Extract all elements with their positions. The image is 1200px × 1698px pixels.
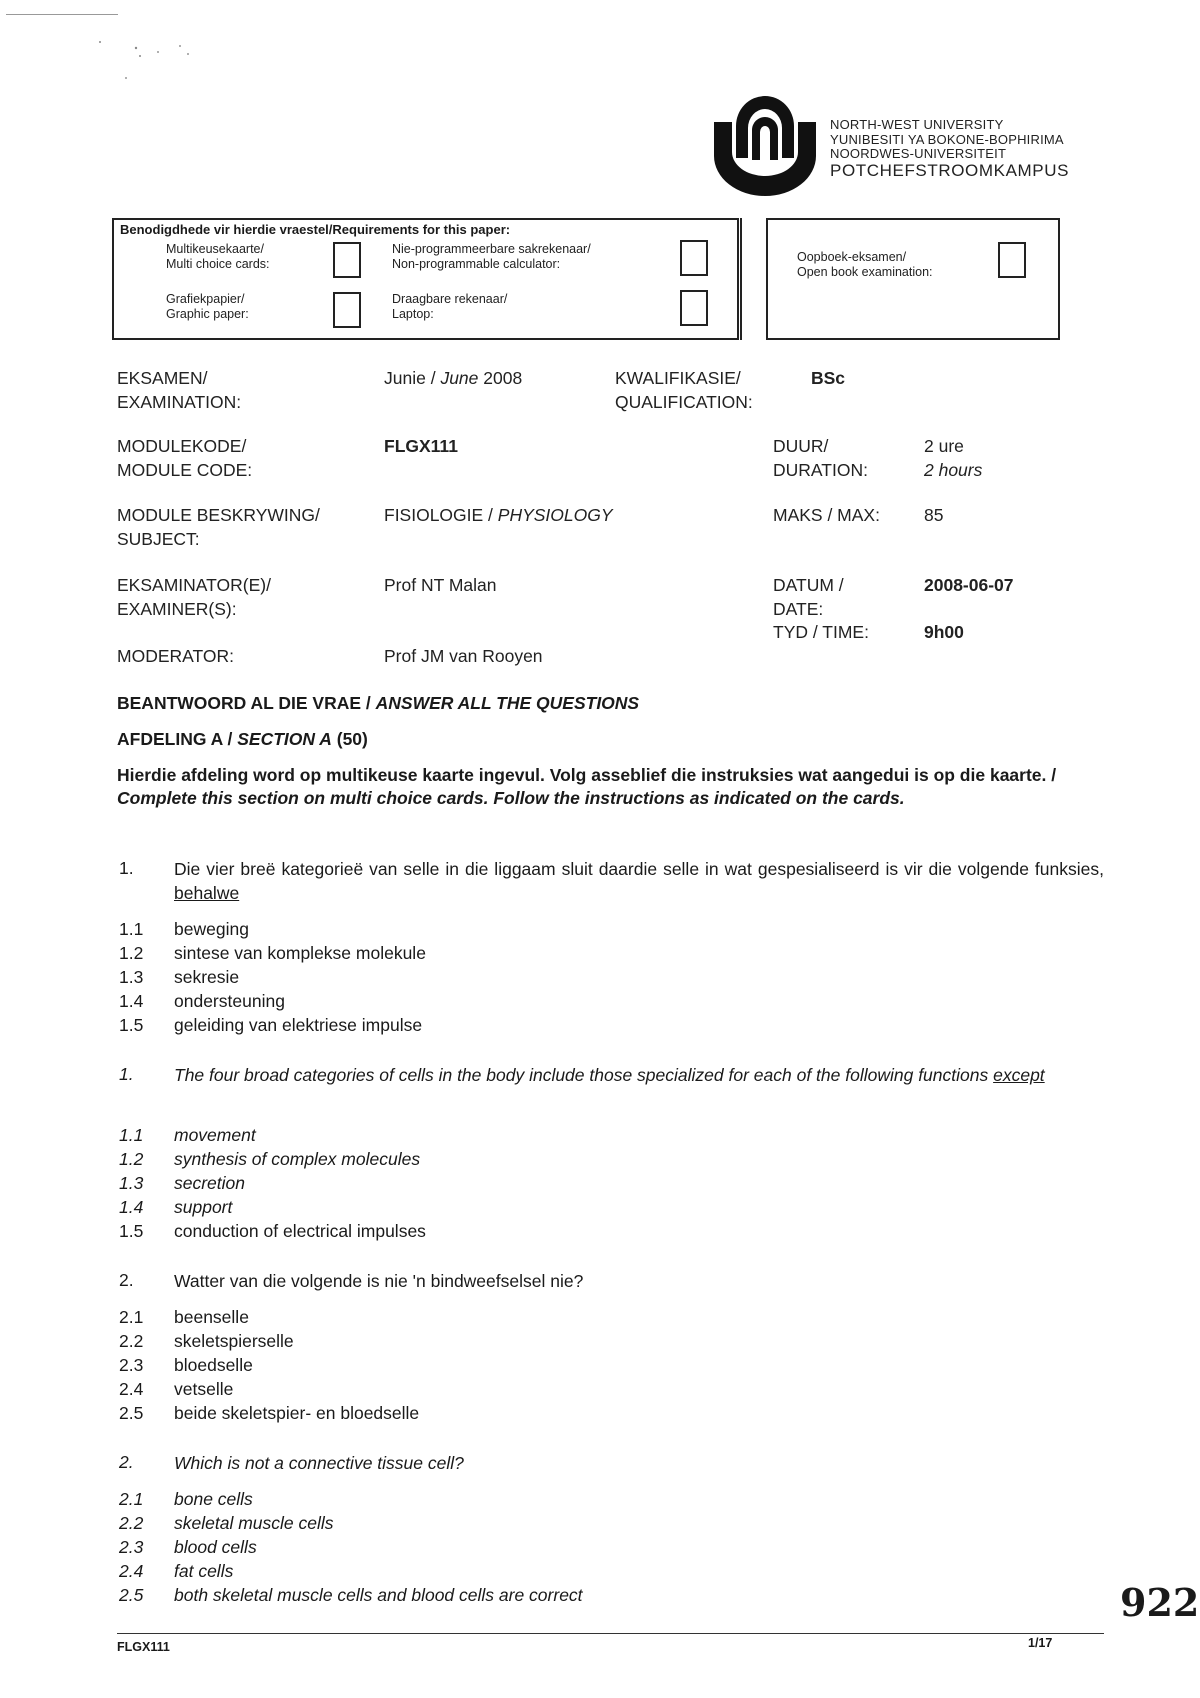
option-text: vetselle bbox=[174, 1379, 234, 1399]
option-text: both skeletal muscle cells and blood cells are correct bbox=[174, 1585, 583, 1605]
option-number: 2.3 bbox=[119, 1355, 144, 1375]
option-text: blood cells bbox=[174, 1537, 257, 1557]
subject-label bbox=[117, 503, 320, 551]
date-label-en: DATE: bbox=[773, 599, 824, 619]
req-multichoice-label bbox=[166, 242, 270, 271]
option-text: geleiding van elektriese impulse bbox=[174, 1015, 423, 1035]
list-item bbox=[119, 918, 249, 942]
answer-all-en: ANSWER ALL THE QUESTIONS bbox=[375, 693, 640, 713]
option-text: synthesis of complex molecules bbox=[174, 1149, 421, 1169]
open-book-checkbox[interactable] bbox=[998, 242, 1026, 278]
req-calculator-en: Non-programmable calculator: bbox=[392, 256, 561, 271]
exam-value-year: 2008 bbox=[478, 368, 523, 388]
option-number: 1.4 bbox=[119, 1197, 144, 1217]
option-number: 1.1 bbox=[119, 919, 144, 939]
examiner-label bbox=[117, 573, 271, 621]
option-number: 2.3 bbox=[119, 1537, 144, 1557]
section-af: AFDELING A / bbox=[117, 729, 238, 749]
option-number: 1.2 bbox=[119, 1149, 144, 1169]
examiner-label-af: EKSAMINATOR(E)/ bbox=[117, 575, 271, 595]
list-item bbox=[119, 1172, 245, 1196]
exam-value-en: June bbox=[440, 368, 479, 388]
option-number: 1.3 bbox=[119, 967, 144, 987]
req-graphic-af: Grafiekpapier/ bbox=[166, 292, 245, 306]
req-laptop-af: Draagbare rekenaar/ bbox=[392, 292, 508, 306]
section-instructions bbox=[117, 764, 1107, 810]
question-1-en-text: The four broad categories of cells in the body include those specialized for each of the following functions bbox=[174, 1065, 994, 1085]
list-item bbox=[119, 1306, 249, 1330]
open-book-box-edge bbox=[1058, 218, 1060, 340]
option-text: fat cells bbox=[174, 1561, 234, 1581]
option-number: 2.5 bbox=[119, 1403, 144, 1423]
question-1-af-text: Die vier breë kategorieë van selle in die liggaam sluit daardie selle in wat gespesialiseerd is vir die volgende funksies, bbox=[174, 859, 1104, 879]
option-text: sekresie bbox=[174, 967, 240, 987]
option-text: support bbox=[174, 1197, 233, 1217]
question-number: 2. bbox=[119, 1452, 134, 1472]
qualification-label-af: KWALIFIKASIE/ bbox=[615, 368, 741, 388]
multichoice-checkbox[interactable] bbox=[333, 242, 361, 278]
list-item bbox=[119, 942, 426, 966]
req-graphic-en: Graphic paper: bbox=[166, 306, 249, 321]
section-en: SECTION A bbox=[237, 729, 332, 749]
time-label: TYD / TIME: bbox=[773, 622, 869, 642]
list-item bbox=[119, 1354, 253, 1378]
list-item bbox=[119, 1220, 426, 1244]
list-item bbox=[119, 1512, 334, 1536]
moderator-label: MODERATOR: bbox=[117, 646, 234, 666]
requirements-box-edge bbox=[740, 218, 742, 340]
qualification-label bbox=[615, 366, 753, 414]
qualification-label-en: QUALIFICATION: bbox=[615, 392, 753, 412]
duration-value bbox=[924, 434, 982, 482]
module-code-value: FLGX111 bbox=[384, 436, 458, 456]
subject-value-en: PHYSIOLOGY bbox=[497, 505, 613, 525]
question-number: 1. bbox=[119, 1064, 134, 1084]
instructions-af: Hierdie afdeling word op multikeuse kaarte ingevul. Volg asseblief die instruksies wat aangedui is op die kaarte. / bbox=[117, 765, 1057, 785]
exam-value-af: Junie / bbox=[384, 368, 441, 388]
qualification-value: BSc bbox=[811, 368, 846, 388]
exam-label-en: EXAMINATION: bbox=[117, 392, 242, 412]
date-value: 2008-06-07 bbox=[924, 575, 1014, 595]
option-number: 1.3 bbox=[119, 1173, 144, 1193]
answer-all-heading bbox=[117, 693, 639, 714]
laptop-checkbox[interactable] bbox=[680, 290, 708, 326]
list-item bbox=[119, 1124, 256, 1148]
open-book-box bbox=[766, 218, 1060, 340]
module-code-label-en: MODULE CODE: bbox=[117, 460, 253, 480]
option-text: bloedselle bbox=[174, 1355, 253, 1375]
req-openbook-en: Open book examination: bbox=[797, 264, 933, 279]
option-text: conduction of electrical impulses bbox=[174, 1221, 426, 1241]
question-1-af-emphasis: behalwe bbox=[174, 882, 240, 903]
question-text: Which is not a connective tissue cell? bbox=[174, 1453, 464, 1473]
footer-module-code: FLGX111 bbox=[117, 1640, 170, 1654]
option-text: beide skeletspier- en bloedselle bbox=[174, 1403, 420, 1423]
duration-label bbox=[773, 434, 868, 482]
option-number: 1.2 bbox=[119, 943, 144, 963]
req-graphic-label bbox=[166, 292, 249, 321]
option-number: 2.4 bbox=[119, 1379, 144, 1399]
option-number: 1.1 bbox=[119, 1125, 144, 1145]
max-value: 85 bbox=[924, 505, 944, 525]
req-calculator-label bbox=[392, 242, 591, 271]
duration-label-en: DURATION: bbox=[773, 460, 868, 480]
section-marks: (50) bbox=[331, 729, 368, 749]
question-number: 2. bbox=[119, 1270, 134, 1290]
date-label bbox=[773, 573, 844, 621]
option-number: 2.4 bbox=[119, 1561, 144, 1581]
graphic-paper-checkbox[interactable] bbox=[333, 292, 361, 328]
option-text: beweging bbox=[174, 919, 249, 939]
list-item bbox=[119, 990, 285, 1014]
duration-label-af: DUUR/ bbox=[773, 436, 829, 456]
list-item bbox=[119, 1536, 257, 1560]
list-item bbox=[119, 1330, 294, 1354]
subject-value-af: FISIOLOGIE / bbox=[384, 505, 498, 525]
option-number: 2.1 bbox=[119, 1489, 144, 1509]
option-number: 2.2 bbox=[119, 1513, 144, 1533]
module-code-label bbox=[117, 434, 252, 482]
list-item bbox=[119, 1014, 422, 1038]
university-name-en: NORTH-WEST UNIVERSITY bbox=[830, 117, 1004, 132]
option-text: beenselle bbox=[174, 1307, 249, 1327]
moderator-value: Prof JM van Rooyen bbox=[384, 646, 543, 666]
option-text: ondersteuning bbox=[174, 991, 285, 1011]
university-name-af: NOORDWES-UNIVERSITEIT bbox=[830, 146, 1007, 161]
option-text: skeletal muscle cells bbox=[174, 1513, 334, 1533]
req-calculator-af: Nie-programmeerbare sakrekenaar/ bbox=[392, 242, 591, 256]
scan-mark-line bbox=[6, 14, 118, 15]
max-label: MAKS / MAX: bbox=[773, 505, 880, 525]
university-name-block bbox=[830, 118, 1069, 178]
requirements-title: Benodigdhede vir hierdie vraestel/Requirements for this paper: bbox=[120, 222, 511, 237]
subject-value bbox=[384, 503, 613, 527]
university-name-tn: YUNIBESITI YA BOKONE-BOPHIRIMA bbox=[830, 131, 1064, 147]
option-number: 1.5 bbox=[119, 1015, 144, 1035]
date-label-af: DATUM / bbox=[773, 575, 844, 595]
exam-value bbox=[384, 366, 522, 390]
option-text: sintese van komplekse molekule bbox=[174, 943, 426, 963]
req-multichoice-af: Multikeusekaarte/ bbox=[166, 242, 264, 256]
list-item bbox=[119, 1196, 232, 1220]
module-code-label-af: MODULEKODE/ bbox=[117, 436, 247, 456]
time-value: 9h00 bbox=[924, 622, 964, 642]
req-openbook-label bbox=[797, 250, 933, 279]
instructions-en: Complete this section on multi choice cards. Follow the instructions as indicated on the cards. bbox=[117, 788, 905, 808]
question-number: 1. bbox=[119, 858, 134, 878]
option-number: 1.5 bbox=[119, 1221, 144, 1241]
question-text bbox=[174, 858, 1104, 905]
list-item bbox=[119, 966, 239, 990]
option-text: secretion bbox=[174, 1173, 246, 1193]
university-logo-icon bbox=[710, 86, 820, 196]
subject-label-af: MODULE BESKRYWING/ bbox=[117, 505, 320, 525]
list-item bbox=[119, 1378, 233, 1402]
req-multichoice-en: Multi choice cards: bbox=[166, 256, 270, 271]
subject-label-en: SUBJECT: bbox=[117, 529, 200, 549]
handwritten-page-number: 922 bbox=[1120, 1580, 1200, 1625]
option-text: bone cells bbox=[174, 1489, 253, 1509]
list-item bbox=[119, 1402, 419, 1426]
campus-name: POTCHEFSTROOMKAMPUS bbox=[830, 160, 1070, 180]
req-openbook-af: Oopboek-eksamen/ bbox=[797, 250, 907, 264]
question-text: Watter van die volgende is nie 'n bindweefselsel nie? bbox=[174, 1271, 584, 1291]
answer-all-af: BEANTWOORD AL DIE VRAE / bbox=[117, 693, 376, 713]
exam-label-af: EKSAMEN/ bbox=[117, 368, 208, 388]
option-number: 2.2 bbox=[119, 1331, 144, 1351]
list-item bbox=[119, 1584, 583, 1608]
req-laptop-label bbox=[392, 292, 507, 321]
option-text: skeletspierselle bbox=[174, 1331, 294, 1351]
option-number: 2.5 bbox=[119, 1585, 144, 1605]
calculator-checkbox[interactable] bbox=[680, 240, 708, 276]
duration-value-af: 2 ure bbox=[924, 436, 964, 456]
examiner-value: Prof NT Malan bbox=[384, 575, 497, 595]
option-number: 2.1 bbox=[119, 1307, 144, 1327]
list-item bbox=[119, 1560, 233, 1584]
question-1-en-emphasis: except bbox=[993, 1065, 1045, 1085]
examiner-label-en: EXAMINER(S): bbox=[117, 599, 237, 619]
scan-specks bbox=[96, 30, 216, 90]
list-item bbox=[119, 1148, 420, 1172]
exam-label bbox=[117, 366, 241, 414]
req-laptop-en: Laptop: bbox=[392, 306, 434, 321]
list-item bbox=[119, 1488, 253, 1512]
section-heading bbox=[117, 729, 368, 750]
option-text: movement bbox=[174, 1125, 256, 1145]
footer-divider bbox=[117, 1633, 1104, 1634]
option-number: 1.4 bbox=[119, 991, 144, 1011]
question-text bbox=[174, 1064, 1104, 1088]
footer-page-number: 1/17 bbox=[1028, 1636, 1053, 1650]
duration-value-en: 2 hours bbox=[924, 460, 983, 480]
